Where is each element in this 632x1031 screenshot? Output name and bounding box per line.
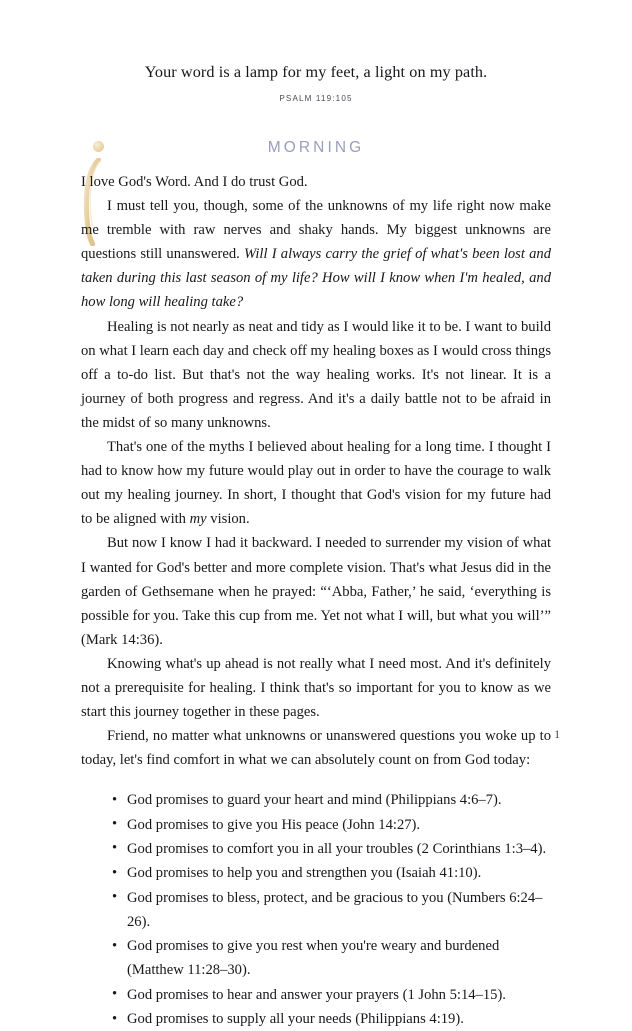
list-item: • God promises to hear and answer your prayers (1 John 5:14–15). [112,983,551,1007]
epigraph-verse: Your word is a lamp for my feet, a light on my path. [144,63,488,81]
paragraph-p2 [81,194,551,314]
body-content [81,170,551,1031]
epigraph-reference: PSALM 119:105 [279,94,353,104]
page-number: 1 [554,729,560,741]
paragraph-p1 [81,170,551,194]
paragraph-p6 [81,652,551,724]
text-run: Knowing what's up ahead is not really what I need most. And it's definitely not a prerequisite for healing. I think that's so important for you to know as we start this journey together in these pages. [81,655,551,721]
paragraph-group [81,170,551,772]
list-item: • God promises to give you rest when you're weary and burdened (Matthew 11:28–30). [112,934,551,983]
section-heading-morning: MORNING [267,139,365,156]
text-run: But now I know I had it backward. I needed to surrender my vision of what I wanted for God's better and more complete vision. That's what Jesus did in the garden of Gethsemane when he prayed: “‘Abba, Father,’ he said, ‘everything is possible for you. Take this cup from me. Yet not what I will, but what you will’” (Mark 14:36). [81,535,551,648]
list-item: • God promises to comfort you in all your troubles (2 Corinthians 1:3–4). [112,837,551,861]
list-item: • God promises to give you His peace (John 14:27). [112,813,551,837]
list-item: • God promises to guard your heart and mind (Philippians 4:6–7). [112,788,551,812]
list-item: • God promises to bless, protect, and be gracious to you (Numbers 6:24–26). [112,886,551,935]
emphasis-text: my [189,511,207,528]
paragraph-p5 [81,531,551,651]
epigraph [0,62,632,103]
text-run: I love God's Word. And I do trust God. [81,174,308,190]
text-run: Healing is not nearly as neat and tidy as I would like it to be. I want to build on what I learn each day and check off my healing boxes as I would cross things off a to-do list. But that's not the way healing works. It's not linear. It is a journey of both progress and regress. And it's a daily battle not to be afraid in the midst of so many unknowns. [81,318,551,431]
list-item: • God promises to supply all your needs (Philippians 4:19). [112,1007,551,1031]
paragraph-p7 [81,724,551,772]
text-run: That's one of the myths I believed about healing for a long time. I thought I had to know how my future would play out in order to have the courage to walk out my healing journey. In short, I thought that God's vision for my future had to be aligned with [81,439,551,528]
paragraph-p3 [81,315,551,435]
gold-dot-ornament-icon [93,141,104,152]
text-run: I must tell you, though, some of the unknowns of my life right now make me tremble with raw nerves and shaky hands. My biggest unknowns are questions still unanswered. [81,198,551,263]
text-run: vision. [206,511,250,528]
emphasis-text: Will I always carry the grief of what's been lost and taken during this last season of my life? How will I know when I'm healed, and how long will healing take? [81,246,551,311]
promise-list [81,788,551,1031]
text-run: Friend, no matter what unknowns or unanswered questions you woke up to today, let's find comfort in what we can absolutely count on from God today: [81,728,551,769]
paragraph-p4 [81,435,551,531]
list-item: • God promises to help you and strengthen you (Isaiah 41:10). [112,861,551,885]
